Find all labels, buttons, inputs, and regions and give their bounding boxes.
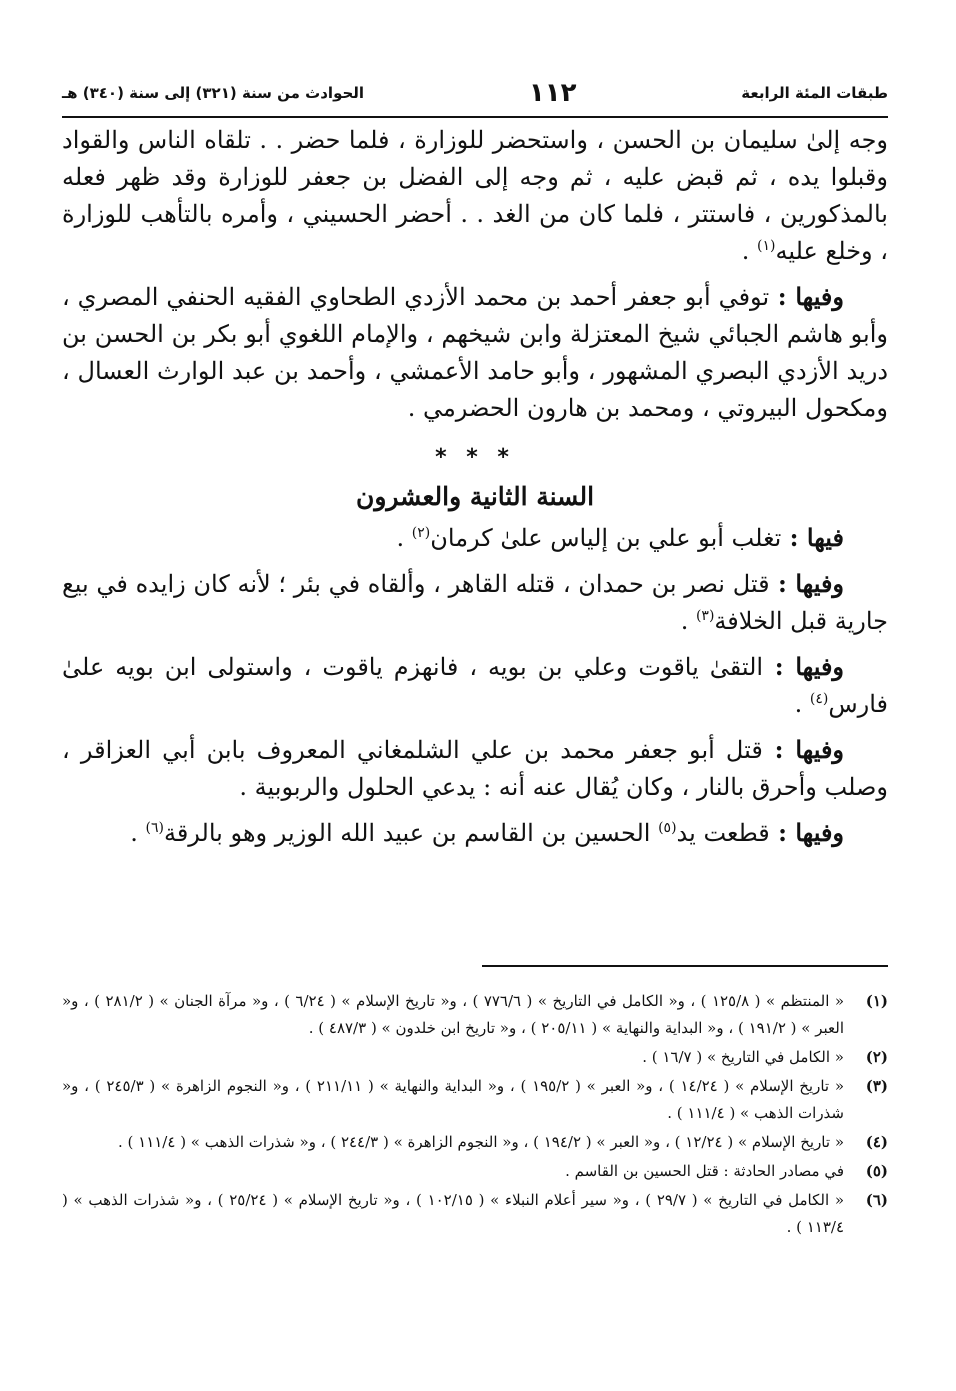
- footnote-number: (٣): [865, 1077, 888, 1095]
- footnote-text: « الكامل في التاريخ » ( ١٦/٧ ) .: [642, 1048, 844, 1066]
- footnote-2: [62, 1044, 888, 1071]
- paragraph-1-text: وجه إلىٰ سليمان بن الحسن ، واستحضر للوزارة ، فلما حضر . . تلقاه الناس والقواد وقبلوا يده ، ثم قبض عليه ، ثم وجه إلى الفضل بن جعفر للوزارة وقد ظهر فعله بالمذكورين ، فاستتر ، فلما كان من الغد . . أحضر الحسيني ، وأمره بالتأهب للوزارة ، وخلع عليه: [62, 126, 888, 265]
- entry-5-lead: وفيها :: [769, 818, 844, 847]
- footnote-number: (١): [865, 992, 888, 1010]
- book-title: طبقات المئة الرابعة: [741, 84, 888, 102]
- footnote-text: « الكامل في التاريخ » ( ٢٩/٧ ) ، و« سير أعلام النبلاء » ( ١٠٢/١٥ ) ، و« تاريخ الإسلام » ( ٢٥/٢٤ ) ، و« شذرات الذهب » ( ١١٣/٤ ) .: [62, 1191, 845, 1236]
- footnote-ref-6: (٦): [145, 820, 164, 836]
- footnote-4: [62, 1129, 888, 1156]
- footnotes: [62, 988, 888, 1243]
- running-header: [62, 72, 888, 114]
- footnote-ref-1: (١): [757, 238, 776, 254]
- entry-1-end: .: [396, 524, 412, 552]
- main-text: [62, 122, 888, 852]
- footnote-5: [62, 1158, 888, 1185]
- entry-5: [62, 814, 888, 852]
- paragraph-2-text: توفي أبو جعفر أحمد بن محمد الأزدي الطحاوي الفقيه الحنفي المصري ، وأبو هاشم الجبائي شيخ المعتزلة وابن شيخهم ، والإمام اللغوي أبو بكر بن الحسن بن دريد الأزدي البصري المشهور ، وأبو حامد الأعمشي ، وأحمد بن عبد الوارث العسال ، ومكحول البيروتي ، ومحمد بن هارون الحضرمي .: [62, 283, 888, 422]
- footnote-ref-5: (٥): [658, 820, 677, 836]
- entry-2-lead: وفيها :: [769, 569, 844, 598]
- paragraph-2: [62, 278, 888, 427]
- footnote-ref-4: (٤): [809, 691, 829, 707]
- footnote-ref-2: (٢): [411, 525, 431, 541]
- range-title: الحوادث من سنة (٣٢١) إلى سنة (٣٤٠) هـ: [62, 84, 365, 102]
- entry-3-lead: وفيها :: [763, 652, 845, 681]
- section-heading: السنة الثانية والعشرون: [355, 482, 595, 511]
- entry-5-end: .: [130, 819, 146, 847]
- entry-1: [62, 519, 888, 557]
- entry-2-end: .: [680, 607, 696, 635]
- entry-4-text: قتل أبو جعفر محمد بن علي الشلمغاني المعروف بابن أبي العزاقر ، وصلب وأحرق بالنار ، وكان يُقال عنه أنه : يدعي الحلول والربوبية .: [62, 736, 888, 801]
- footnote-3: [62, 1073, 888, 1127]
- footnote-ref-3: (٣): [695, 608, 715, 624]
- entry-4-lead: وفيها :: [762, 735, 845, 764]
- header-rule: [62, 116, 888, 118]
- footnote-1: [62, 988, 888, 1042]
- entry-1-lead: فيها :: [781, 523, 844, 552]
- entry-3: [62, 648, 888, 723]
- paragraph-1: [62, 122, 888, 270]
- entry-3-end: .: [794, 690, 810, 718]
- footnote-number: (٥): [865, 1162, 888, 1180]
- entry-2: [62, 565, 888, 640]
- footnote-rule: [482, 965, 888, 967]
- paragraph-2-lead: وفيها :: [769, 282, 844, 311]
- footnote-number: (٤): [865, 1133, 888, 1151]
- footnote-text: « المنتظم » ( ١٢٥/٨ ) ، و« الكامل في التاريخ » ( ٧٧٦/٦ ) ، و« تاريخ الإسلام » ( ٦/٢٤ ) ، و« مرآة الجنان » ( ٢٨١/٢ ) ، و« العبر » ( ١٩١/٢ ) ، و« البداية والنهاية » ( ٢٠٥/١١ ) ، و« تاريخ ابن خلدون » ( ٤٨٧/٣ ) .: [62, 992, 844, 1037]
- entry-5-text-b: الحسين بن القاسم بن عبيد الله الوزير وهو بالرقة: [163, 819, 659, 847]
- footnote-number: (٢): [865, 1048, 888, 1066]
- section-separator: * * *: [435, 445, 515, 470]
- footnote-text: « تاريخ الإسلام » ( ١٢/٢٤ ) ، و« العبر » ( ١٩٤/٢ ) ، و« النجوم الزاهرة » ( ٢٤٤/٣ ) ، و« شذرات الذهب » ( ١١١/٤ ) .: [117, 1133, 844, 1151]
- entry-5-text-a: قطعت يد: [676, 819, 770, 847]
- page-number: ١١٢: [528, 78, 577, 108]
- footnote-6: [62, 1187, 888, 1241]
- entry-3-text: التقىٰ ياقوت وعلي بن بويه ، فانهزم ياقوت ، واستولى ابن بويه علىٰ فارس: [62, 653, 888, 718]
- entry-2-text: قتل نصر بن حمدان ، قتله القاهر ، وألقاه في بئر ؛ لأنه كان زايده في بيع جارية قبل الخلافة: [62, 570, 888, 635]
- entry-4: [62, 731, 888, 806]
- entry-1-text: تغلب أبو علي بن إلياس علىٰ كرمان: [430, 524, 782, 552]
- footnote-text: في مصادر الحادثة : قتل الحسين بن القاسم .: [565, 1162, 844, 1180]
- paragraph-1-end: .: [741, 237, 757, 265]
- footnote-number: (٦): [865, 1191, 888, 1209]
- footnote-text: « تاريخ الإسلام » ( ١٤/٢٤ ) ، و« العبر » ( ١٩٥/٢ ) ، و« البداية والنهاية » ( ٢١١/١١ ) ، و« النجوم الزاهرة » ( ٢٤٥/٣ ) ، و« شذرات الذهب » ( ١١١/٤ ) .: [62, 1077, 845, 1122]
